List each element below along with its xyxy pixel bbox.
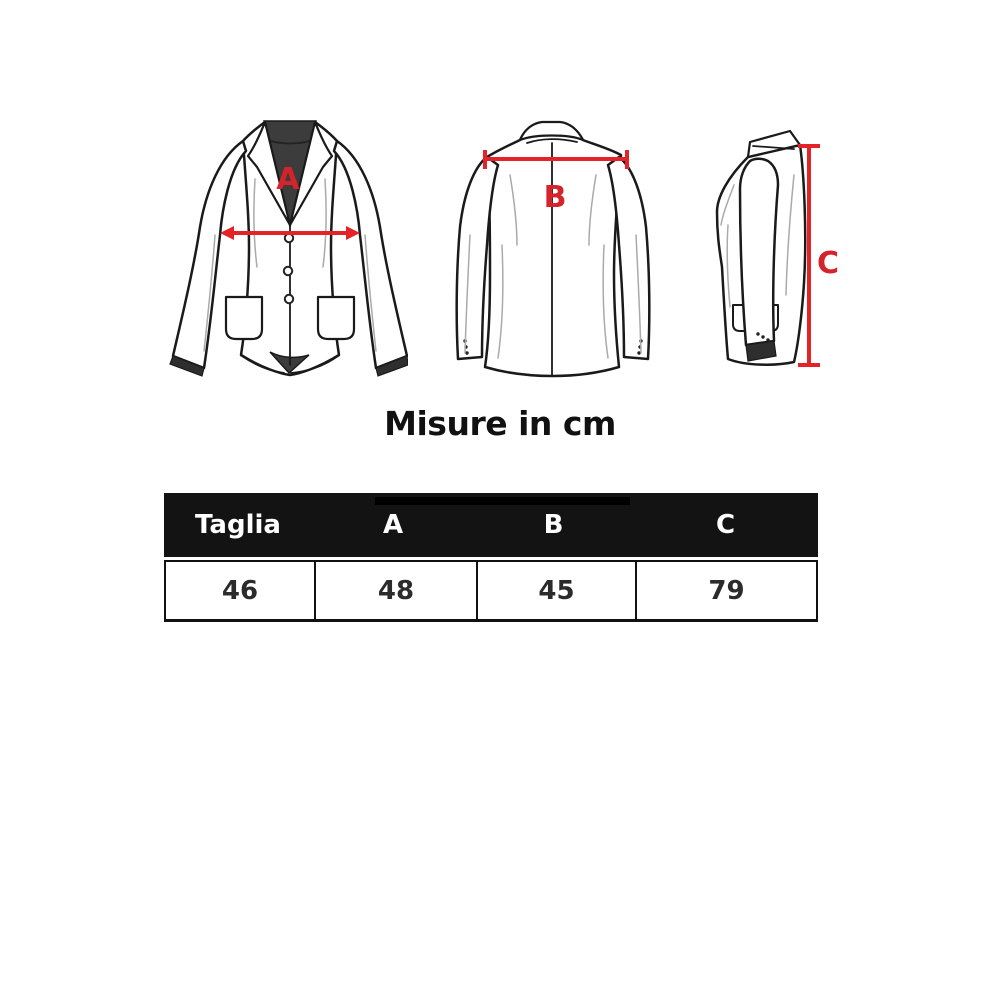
size-table [164,493,818,622]
jacket-back-view-illustration [432,115,667,380]
measure-a-label: A [276,162,300,197]
measure-b-label: B [543,180,567,215]
column-header-taglia: Taglia [195,510,281,540]
cell-b-value: 45 [476,562,635,619]
column-header-b: B [543,510,564,540]
jacket-front-view-illustration [158,115,408,380]
size-table-header [164,493,818,557]
column-header-a: A [382,510,404,540]
column-header-c: C [715,510,736,540]
jacket-side-view-illustration [690,115,850,380]
page-title: Misure in cm [384,404,616,443]
size-table-row [164,560,818,622]
measure-c-label: C [816,246,840,281]
cell-c-value: 79 [635,562,816,619]
header-accent-bar [375,497,630,505]
cell-taglia-value: 46 [221,575,259,606]
cell-a-value: 48 [314,562,476,619]
